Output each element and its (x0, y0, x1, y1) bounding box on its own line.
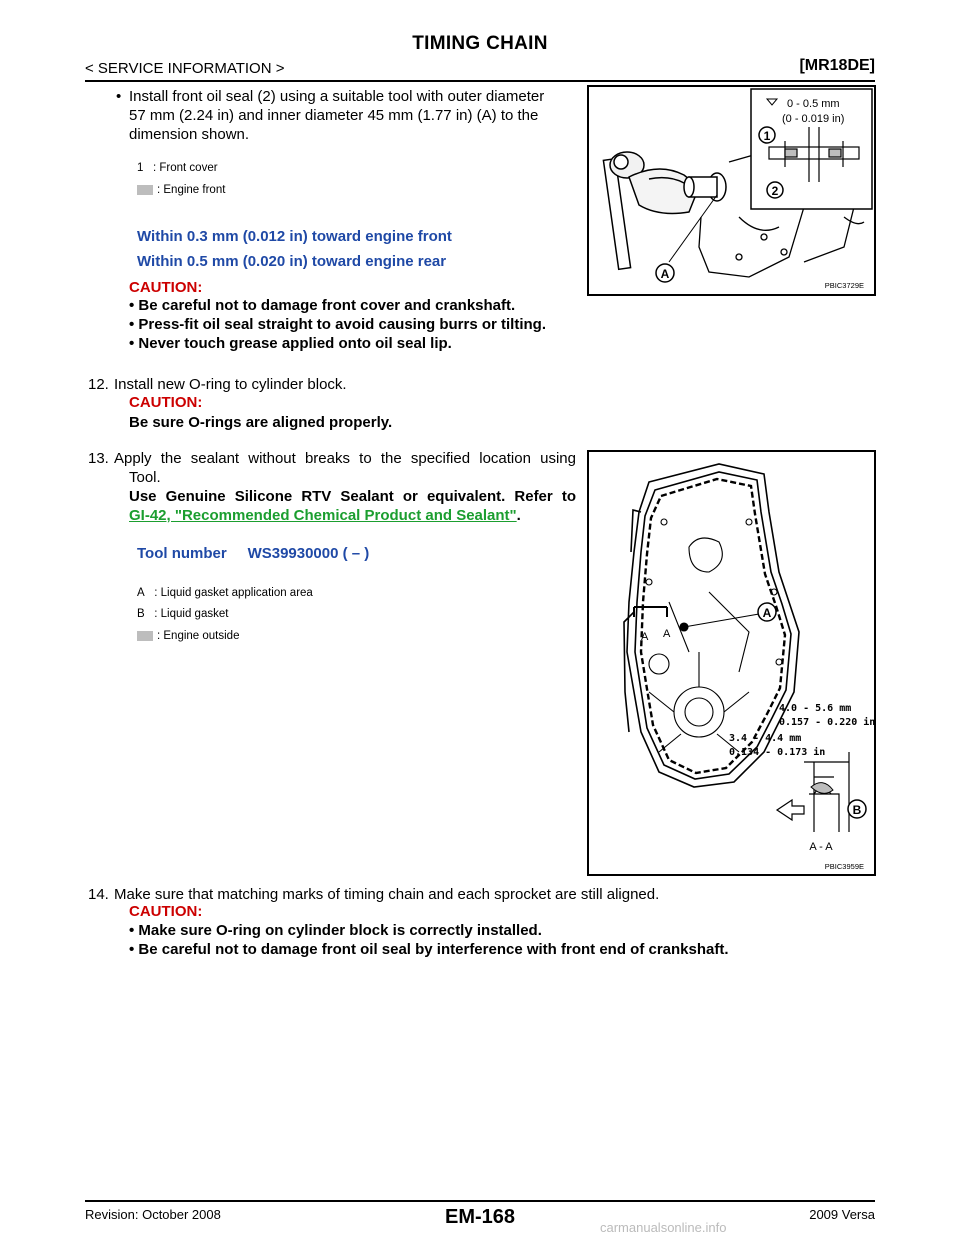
fig2-code: PBIC3959E (824, 862, 864, 871)
seal-line-2: 57 mm (2.24 in) and inner diameter 45 mm (1.77 in) (A) to the (129, 107, 539, 124)
watermark: carmanualsonline.info (600, 1220, 727, 1235)
step14-number: 14. (88, 886, 109, 903)
dim-in: (0 - 0.019 in) (782, 113, 845, 125)
legend-key: 1 (137, 162, 144, 174)
callout-1: 1 (763, 129, 771, 143)
seal-bullet: • (116, 88, 122, 105)
step14-text: Make sure that matching marks of timing chain and each sprocket are still aligned. (114, 886, 660, 903)
section-a-a: A - A (809, 841, 833, 853)
fig1-legend-engine-front (137, 184, 225, 196)
step13-line-2: Tool. (129, 469, 161, 486)
legend-text: : Liquid gasket application area (154, 587, 313, 599)
spec-front: Within 0.3 mm (0.012 in) toward engine front (137, 228, 452, 245)
fig1-legend-front-cover (137, 162, 218, 174)
revision-date: Revision: October 2008 (85, 1207, 221, 1222)
step14-caution-label: CAUTION: (129, 903, 203, 920)
dim1-in: 0.157 - 0.220 in (779, 717, 874, 728)
caution1-item-3: • Never touch grease applied onto oil seal lip. (129, 335, 452, 352)
front-cover-illustration (589, 452, 874, 874)
callout-b: B (852, 803, 862, 817)
legend-key: B (137, 608, 145, 620)
callout-2: 2 (771, 184, 779, 198)
spec-rear: Within 0.5 mm (0.020 in) toward engine rear (137, 253, 447, 270)
tool-label: Tool number (137, 545, 227, 562)
header-rule (85, 80, 875, 82)
caution1-item-1: • Be careful not to damage front cover and crankshaft. (129, 297, 516, 314)
step12-number: 12. (88, 376, 109, 393)
callout-a: A (660, 267, 670, 281)
step13-line-1: Apply the sealant without breaks to the specified location using (114, 450, 576, 467)
tool-number: WS39930000 ( – ) (247, 545, 370, 562)
fig2-legend-engine-outside (137, 630, 239, 642)
engine-front-swatch (137, 185, 153, 195)
caution1-label: CAUTION: (129, 279, 203, 296)
sealant-figure (587, 450, 876, 876)
sealant-reference-link[interactable]: GI-42, "Recommended Chemical Product and Sealant" (129, 507, 517, 524)
dim2-mm: 3.4 - 4.4 mm (729, 733, 802, 744)
tool-number-line (137, 545, 369, 562)
legend-key: A (137, 587, 145, 599)
step14-caution-item-2: • Be careful not to damage front oil seal by interference with front end of crankshaft. (129, 941, 729, 958)
seal-line-1: Install front oil seal (2) using a suitable tool with outer diameter (129, 88, 545, 105)
dim2-in: 0.134 - 0.173 in (729, 747, 826, 758)
page-title: TIMING CHAIN (412, 33, 548, 54)
caution1-item-2: • Press-fit oil seal straight to avoid causing burrs or tilting. (129, 316, 546, 333)
engine-code: [MR18DE] (799, 57, 875, 74)
footer-rule (85, 1200, 875, 1202)
oil-seal-illustration (589, 87, 874, 294)
section-label: < SERVICE INFORMATION > (85, 60, 285, 77)
legend-text: : Engine outside (157, 630, 240, 642)
legend-text: : Liquid gasket (154, 608, 229, 620)
step12-caution-text: Be sure O-rings are aligned properly. (129, 414, 393, 431)
section-mark-a-2: A (663, 628, 671, 640)
fig2-legend-a (137, 587, 313, 599)
legend-text: : Engine front (157, 184, 226, 196)
step14-caution-item-1: • Make sure O-ring on cylinder block is correctly installed. (129, 922, 542, 939)
step12-caution-label: CAUTION: (129, 394, 203, 411)
link-suffix: . (516, 507, 521, 524)
section-mark-a: A (641, 631, 649, 643)
vehicle-model: 2009 Versa (809, 1207, 875, 1222)
step13-link-line (129, 506, 521, 525)
step13-number: 13. (88, 450, 109, 467)
dim1-mm: 4.0 - 5.6 mm (779, 703, 852, 714)
legend-text: : Front cover (153, 162, 218, 174)
step13-line-3: Use Genuine Silicone RTV Sealant or equivalent. Refer to (129, 488, 576, 505)
fig1-code: PBIC3729E (824, 281, 864, 290)
oil-seal-figure (587, 85, 876, 296)
dim-mm: 0 - 0.5 mm (787, 98, 840, 110)
engine-outside-swatch (137, 631, 153, 641)
fig2-legend-b (137, 608, 228, 620)
seal-line-3: dimension shown. (129, 126, 250, 143)
step12-text: Install new O-ring to cylinder block. (114, 376, 347, 393)
callout-a: A (762, 606, 772, 620)
page-number: EM-168 (444, 1206, 516, 1228)
